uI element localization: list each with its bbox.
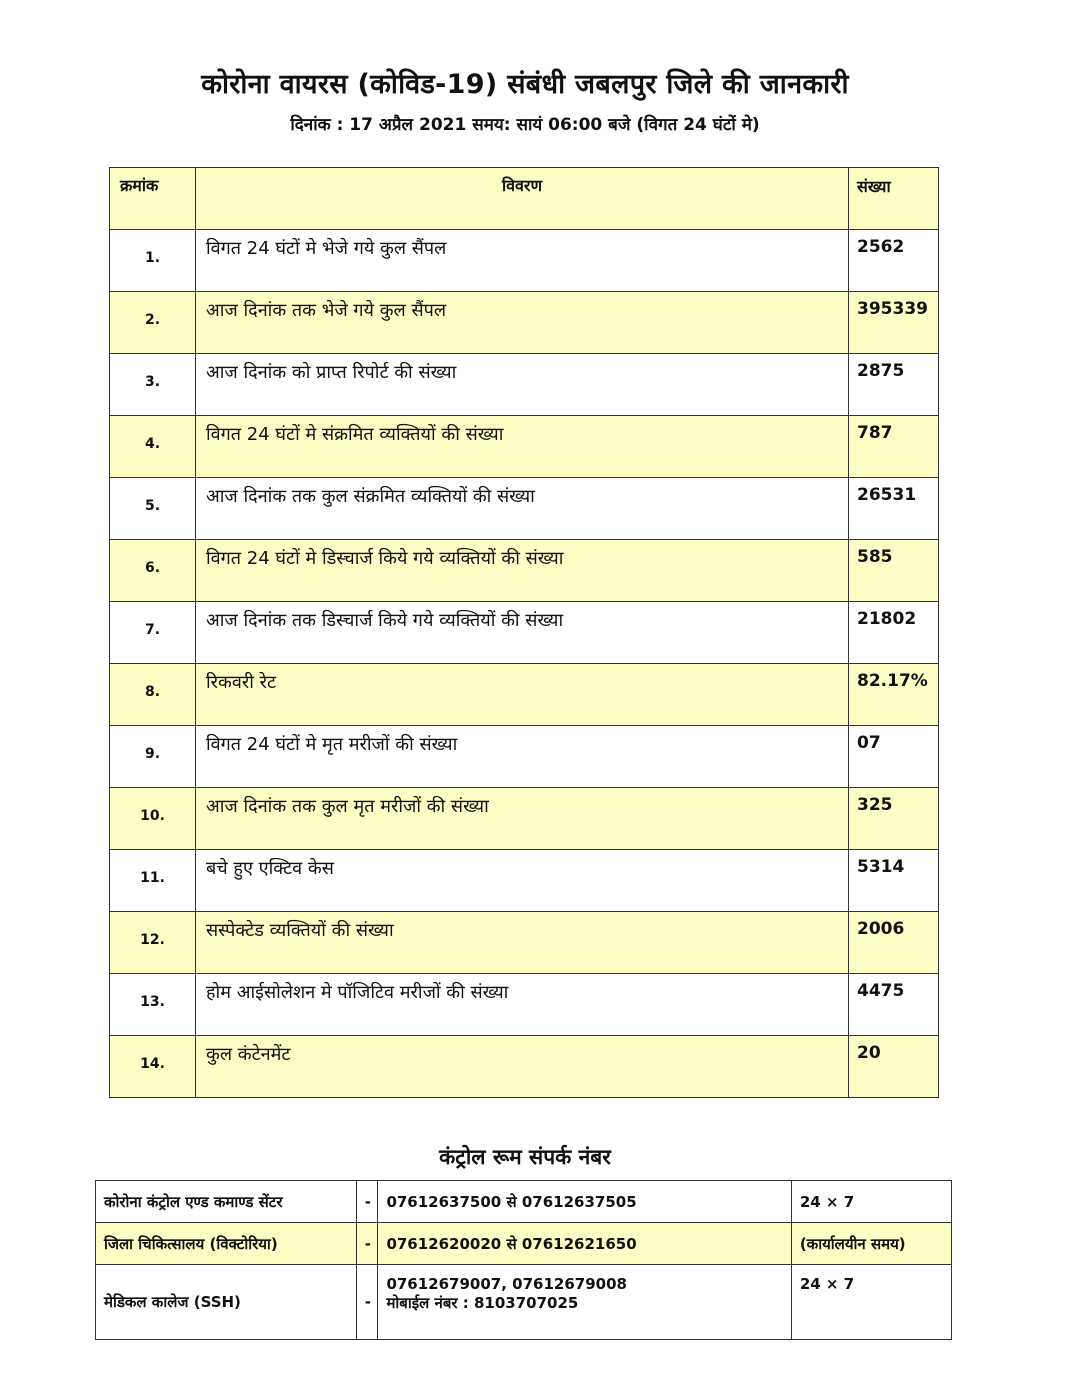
table-row (110, 292, 939, 354)
contact-hours: 24 × 7 (791, 1181, 951, 1223)
contact-name: जिला चिकित्सालय (विक्टोरिया) (96, 1223, 357, 1265)
row-description: आज दिनांक तक भेजे गये कुल सैंपल (196, 292, 849, 354)
header-serial: क्रमांक (110, 168, 196, 230)
row-serial: 9. (110, 726, 196, 788)
row-serial: 8. (110, 664, 196, 726)
contact-hours: (कार्यालयीन समय) (791, 1223, 951, 1265)
contact-dash: - (356, 1223, 378, 1265)
table-row (110, 788, 939, 850)
row-serial: 10. (110, 788, 196, 850)
control-room-table (95, 1180, 952, 1340)
contact-numbers: 07612679007, 07612679008 (386, 1275, 627, 1293)
contact-name: मेडिकल कालेज (SSH) (96, 1265, 357, 1340)
row-description: सस्पेक्टेड व्यक्तियों की संख्या (196, 912, 849, 974)
table-row (110, 354, 939, 416)
table-header-row (110, 168, 939, 230)
covid-stats-table (109, 167, 939, 1098)
row-description: रिकवरी रेट (196, 664, 849, 726)
row-description: होम आईसोलेशन मे पॉजिटिव मरीजों की संख्या (196, 974, 849, 1036)
row-serial: 3. (110, 354, 196, 416)
table-row (110, 602, 939, 664)
row-serial: 14. (110, 1036, 196, 1098)
row-serial: 12. (110, 912, 196, 974)
row-count: 20 (849, 1036, 939, 1098)
row-serial: 11. (110, 850, 196, 912)
table-row (110, 974, 939, 1036)
table-row (110, 1036, 939, 1098)
row-count: 2875 (849, 354, 939, 416)
row-description: आज दिनांक को प्राप्त रिपोर्ट की संख्या (196, 354, 849, 416)
contact-row (96, 1223, 952, 1265)
row-description: विगत 24 घंटों मे मृत मरीजों की संख्या (196, 726, 849, 788)
row-description: कुल कंटेनमेंट (196, 1036, 849, 1098)
row-count: 4475 (849, 974, 939, 1036)
row-count: 82.17% (849, 664, 939, 726)
row-count: 325 (849, 788, 939, 850)
row-description: विगत 24 घंटों मे डिस्चार्ज किये गये व्यक्तियों की संख्या (196, 540, 849, 602)
table-row (110, 478, 939, 540)
contact-row (96, 1181, 952, 1223)
contact-dash: - (356, 1181, 378, 1223)
row-description: बचे हुए एक्टिव केस (196, 850, 849, 912)
row-description: आज दिनांक तक डिस्चार्ज किये गये व्यक्तियों की संख्या (196, 602, 849, 664)
row-serial: 5. (110, 478, 196, 540)
row-count: 585 (849, 540, 939, 602)
contact-row (96, 1265, 952, 1340)
contact-numbers: 07612637500 से 07612637505 (378, 1181, 791, 1223)
row-description: आज दिनांक तक कुल संक्रमित व्यक्तियों की संख्या (196, 478, 849, 540)
header-count: संख्या (849, 168, 939, 230)
contact-numbers: 07612620020 से 07612621650 (378, 1223, 791, 1265)
table-row (110, 416, 939, 478)
control-room-title: कंट्रोल रूम संपर्क नंबर (439, 1145, 611, 1169)
contact-numbers-cell (378, 1265, 791, 1340)
table-row (110, 850, 939, 912)
row-count: 26531 (849, 478, 939, 540)
table-row (110, 540, 939, 602)
row-count: 2562 (849, 230, 939, 292)
table-row (110, 230, 939, 292)
contact-dash: - (356, 1265, 378, 1340)
row-serial: 6. (110, 540, 196, 602)
table-row (110, 912, 939, 974)
header-description: विवरण (196, 168, 849, 230)
table-row (110, 664, 939, 726)
table-row (110, 726, 939, 788)
row-count: 5314 (849, 850, 939, 912)
row-count: 2006 (849, 912, 939, 974)
contact-mobile: मोबाईल नंबर : 8103707025 (386, 1294, 579, 1312)
row-serial: 4. (110, 416, 196, 478)
row-description: विगत 24 घंटों मे भेजे गये कुल सैंपल (196, 230, 849, 292)
contact-name: कोरोना कंट्रोल एण्ड कमाण्ड सेंटर (96, 1181, 357, 1223)
row-serial: 1. (110, 230, 196, 292)
row-count: 395339 (849, 292, 939, 354)
row-serial: 2. (110, 292, 196, 354)
row-description: आज दिनांक तक कुल मृत मरीजों की संख्या (196, 788, 849, 850)
row-count: 07 (849, 726, 939, 788)
row-count: 21802 (849, 602, 939, 664)
date-time-line: दिनांक : 17 अप्रैल 2021 समय: सायं 06:00 बजे (विगत 24 घंटों मे) (290, 115, 760, 135)
contact-hours: 24 × 7 (791, 1265, 951, 1340)
row-count: 787 (849, 416, 939, 478)
row-serial: 7. (110, 602, 196, 664)
row-serial: 13. (110, 974, 196, 1036)
row-description: विगत 24 घंटों मे संक्रमित व्यक्तियों की संख्या (196, 416, 849, 478)
page-title: कोरोना वायरस (कोविड-19) संबंधी जबलपुर जिले की जानकारी (201, 69, 849, 100)
